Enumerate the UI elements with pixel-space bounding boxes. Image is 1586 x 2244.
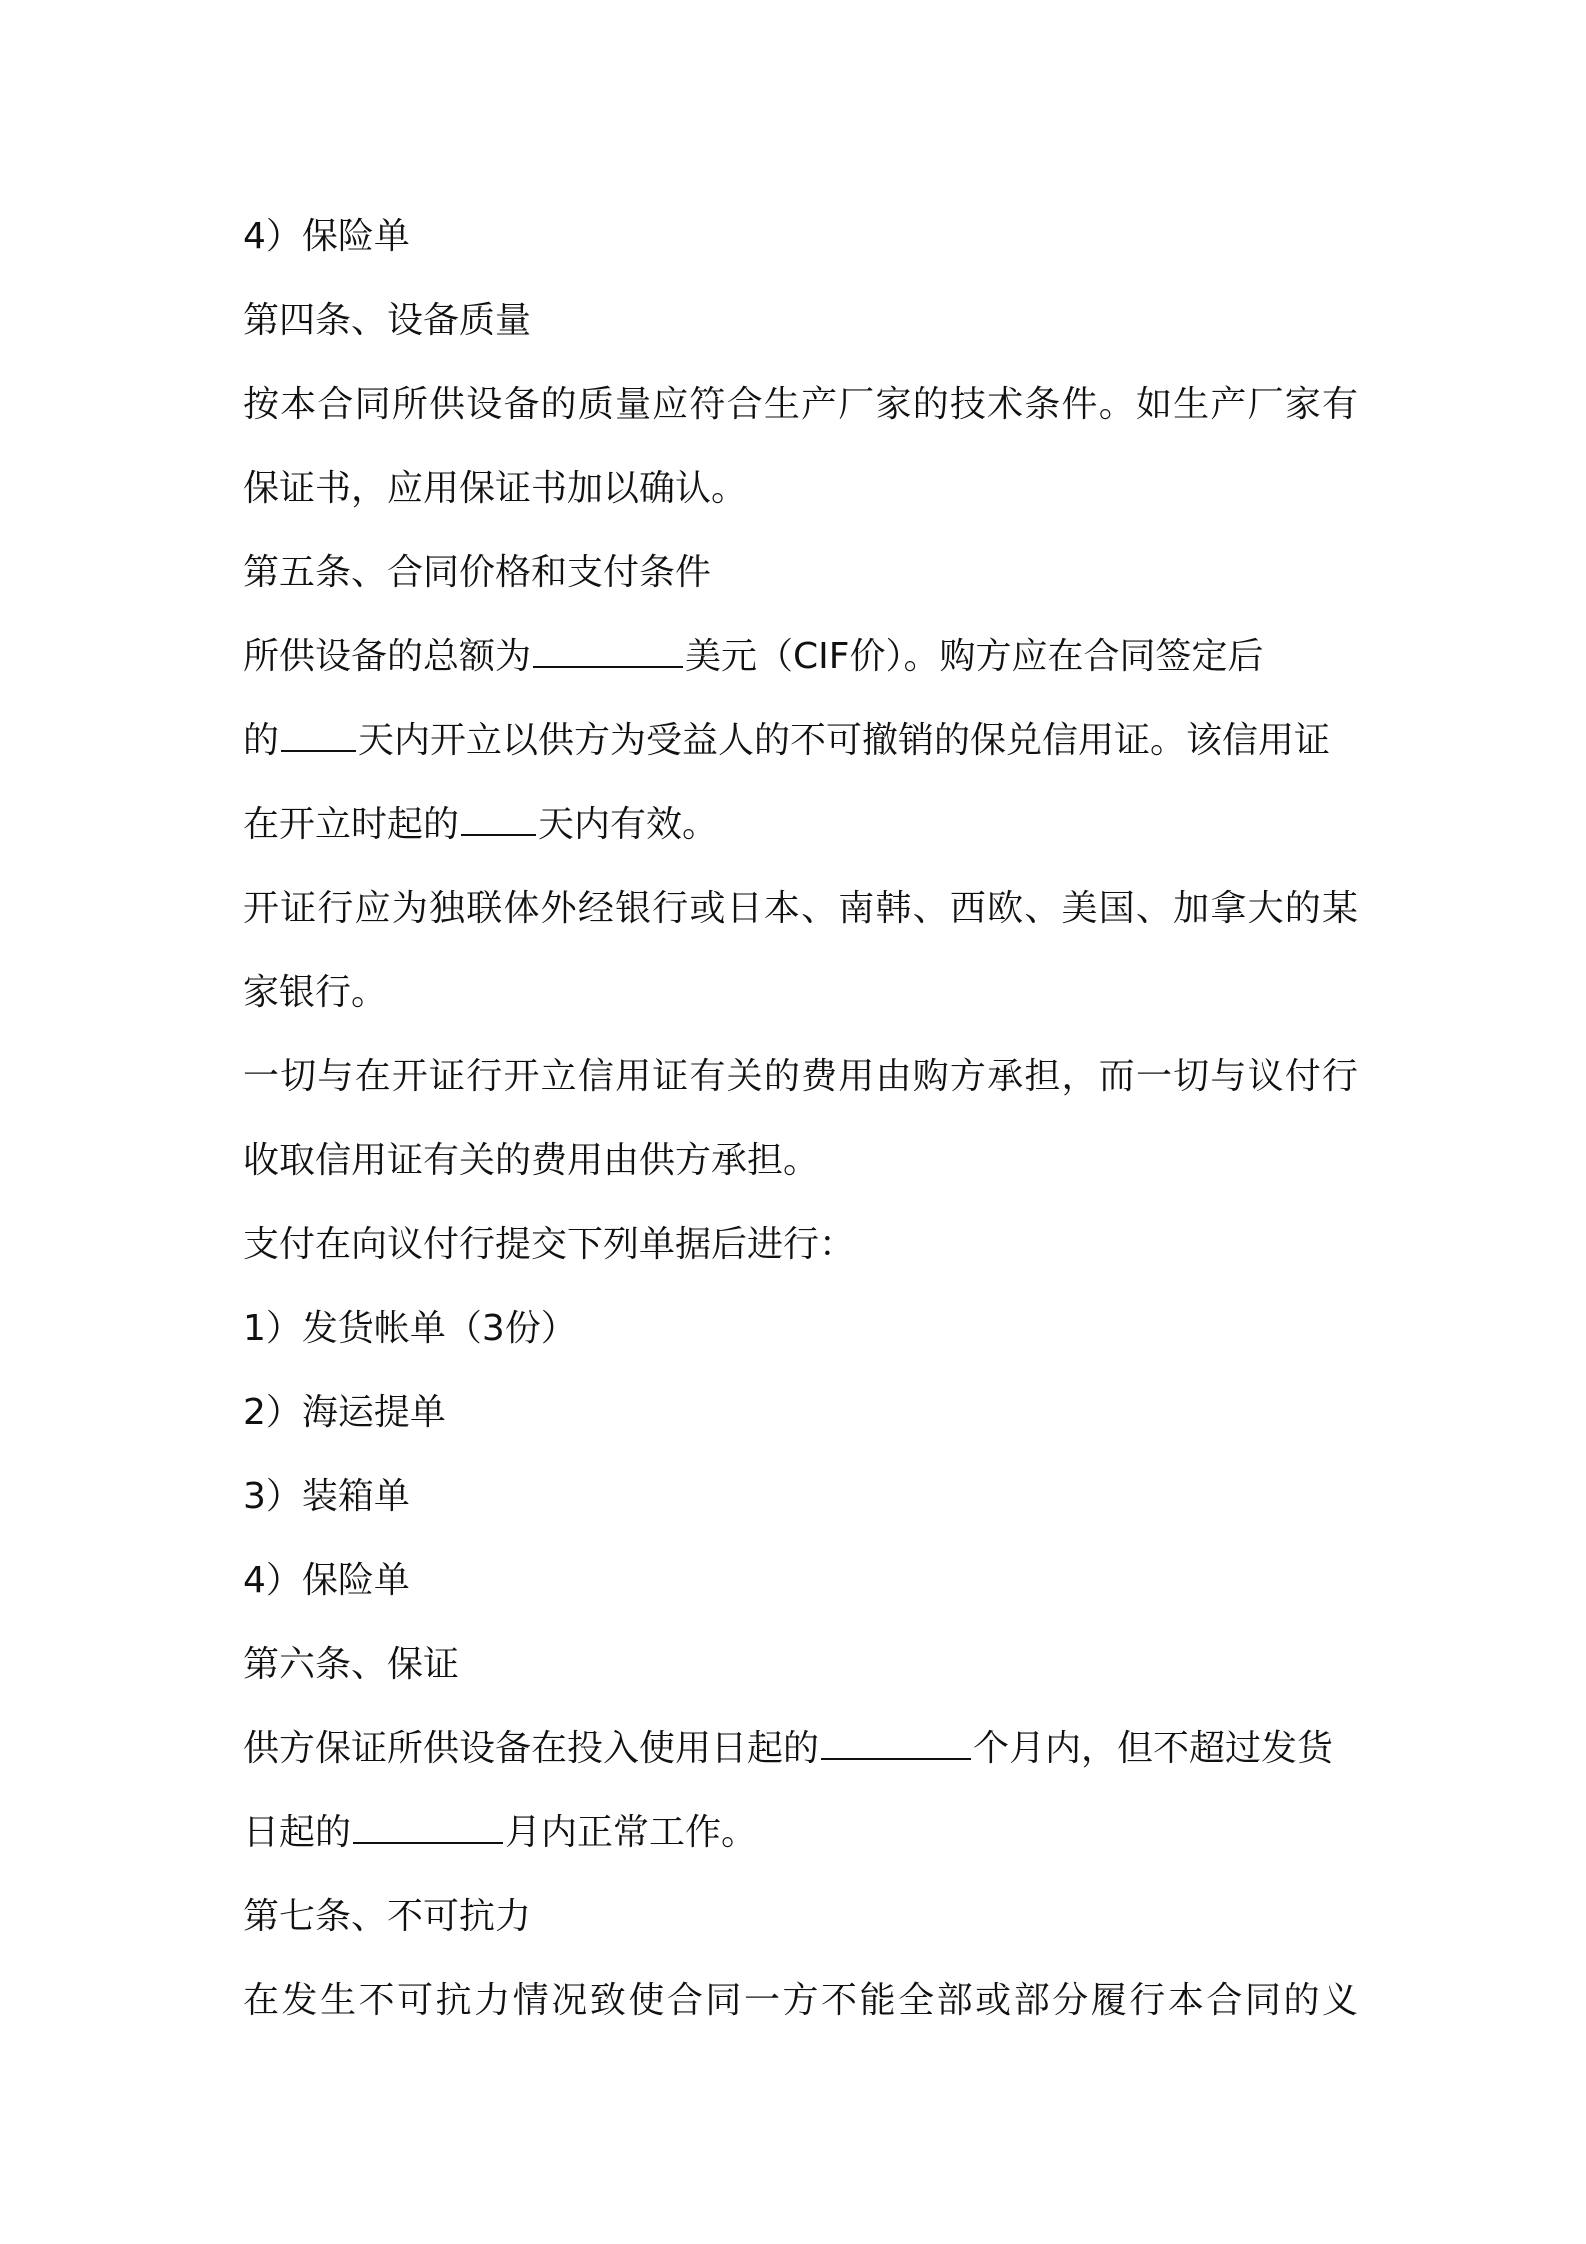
line-text: 月内正常工作。 — [505, 1812, 758, 1853]
paragraph-line — [243, 447, 1358, 531]
blank-field-months[interactable] — [821, 1720, 971, 1760]
paragraph-line-warranty-2 — [243, 1791, 1358, 1875]
line-text: 2）海运提单 — [243, 1392, 446, 1433]
line-text: 在开立时起的 — [243, 804, 460, 845]
line-text: 按本合同所供设备的质量应符合生产厂家的技术条件。如生产厂家有 — [243, 384, 1358, 425]
list-item-insurance-1 — [243, 195, 1358, 279]
line-text: 日起的 — [243, 1812, 352, 1853]
line-text: 一切与在开证行开立信用证有关的费用由购方承担，而一切与议付行 — [243, 1056, 1358, 1097]
line-text: 个月内，但不超过发货 — [973, 1728, 1334, 1769]
document-body — [243, 195, 1358, 2043]
blank-field-days[interactable] — [281, 712, 356, 752]
section-heading-4 — [243, 279, 1358, 363]
paragraph-line-total-amount — [243, 615, 1358, 699]
line-text: 4）保险单 — [243, 216, 410, 257]
blank-field-shipment-months[interactable] — [353, 1804, 503, 1844]
paragraph-line — [243, 1035, 1358, 1119]
heading-text: 第七条、不可抗力 — [243, 1896, 532, 1937]
heading-text: 第四条、设备质量 — [243, 300, 532, 341]
line-text: 天内有效。 — [538, 804, 719, 845]
blank-field-validity-days[interactable] — [461, 796, 536, 836]
section-heading-7 — [243, 1875, 1358, 1959]
line-text: 的 — [243, 720, 280, 761]
section-heading-5 — [243, 531, 1358, 615]
paragraph-line — [243, 951, 1358, 1035]
paragraph-line-warranty — [243, 1707, 1358, 1791]
paragraph-line-lc-days — [243, 699, 1358, 783]
line-text: 1）发货帐单（3份） — [243, 1308, 577, 1349]
line-text: 保证书，应用保证书加以确认。 — [243, 468, 748, 509]
heading-text: 第五条、合同价格和支付条件 — [243, 552, 712, 593]
blank-field-amount[interactable] — [533, 628, 683, 668]
line-text: 天内开立以供方为受益人的不可撤销的保兑信用证。该信用证 — [358, 720, 1331, 761]
line-text: 所供设备的总额为 — [243, 636, 532, 677]
paragraph-line-validity — [243, 783, 1358, 867]
list-item-bill-of-lading — [243, 1371, 1358, 1455]
section-heading-6 — [243, 1623, 1358, 1707]
line-text: 收取信用证有关的费用由供方承担。 — [243, 1140, 820, 1181]
heading-text: 第六条、保证 — [243, 1644, 460, 1685]
line-text: 支付在向议付行提交下列单据后进行： — [243, 1224, 856, 1265]
list-item-insurance-2 — [243, 1539, 1358, 1623]
paragraph-line — [243, 1203, 1358, 1287]
list-item-packing-list — [243, 1455, 1358, 1539]
paragraph-line — [243, 1959, 1358, 2043]
line-text: 3）装箱单 — [243, 1476, 410, 1517]
line-text: 开证行应为独联体外经银行或日本、南韩、西欧、美国、加拿大的某 — [243, 888, 1358, 929]
line-text: 供方保证所供设备在投入使用日起的 — [243, 1728, 820, 1769]
line-text: 在发生不可抗力情况致使合同一方不能全部或部分履行本合同的义 — [243, 1980, 1358, 2021]
line-text: 家银行。 — [243, 972, 388, 1013]
paragraph-line — [243, 867, 1358, 951]
line-text: 美元（CIF价）。购方应在合同签定后 — [685, 636, 1264, 677]
line-text: 4）保险单 — [243, 1560, 410, 1601]
paragraph-line — [243, 1119, 1358, 1203]
paragraph-line — [243, 363, 1358, 447]
list-item-invoice — [243, 1287, 1358, 1371]
